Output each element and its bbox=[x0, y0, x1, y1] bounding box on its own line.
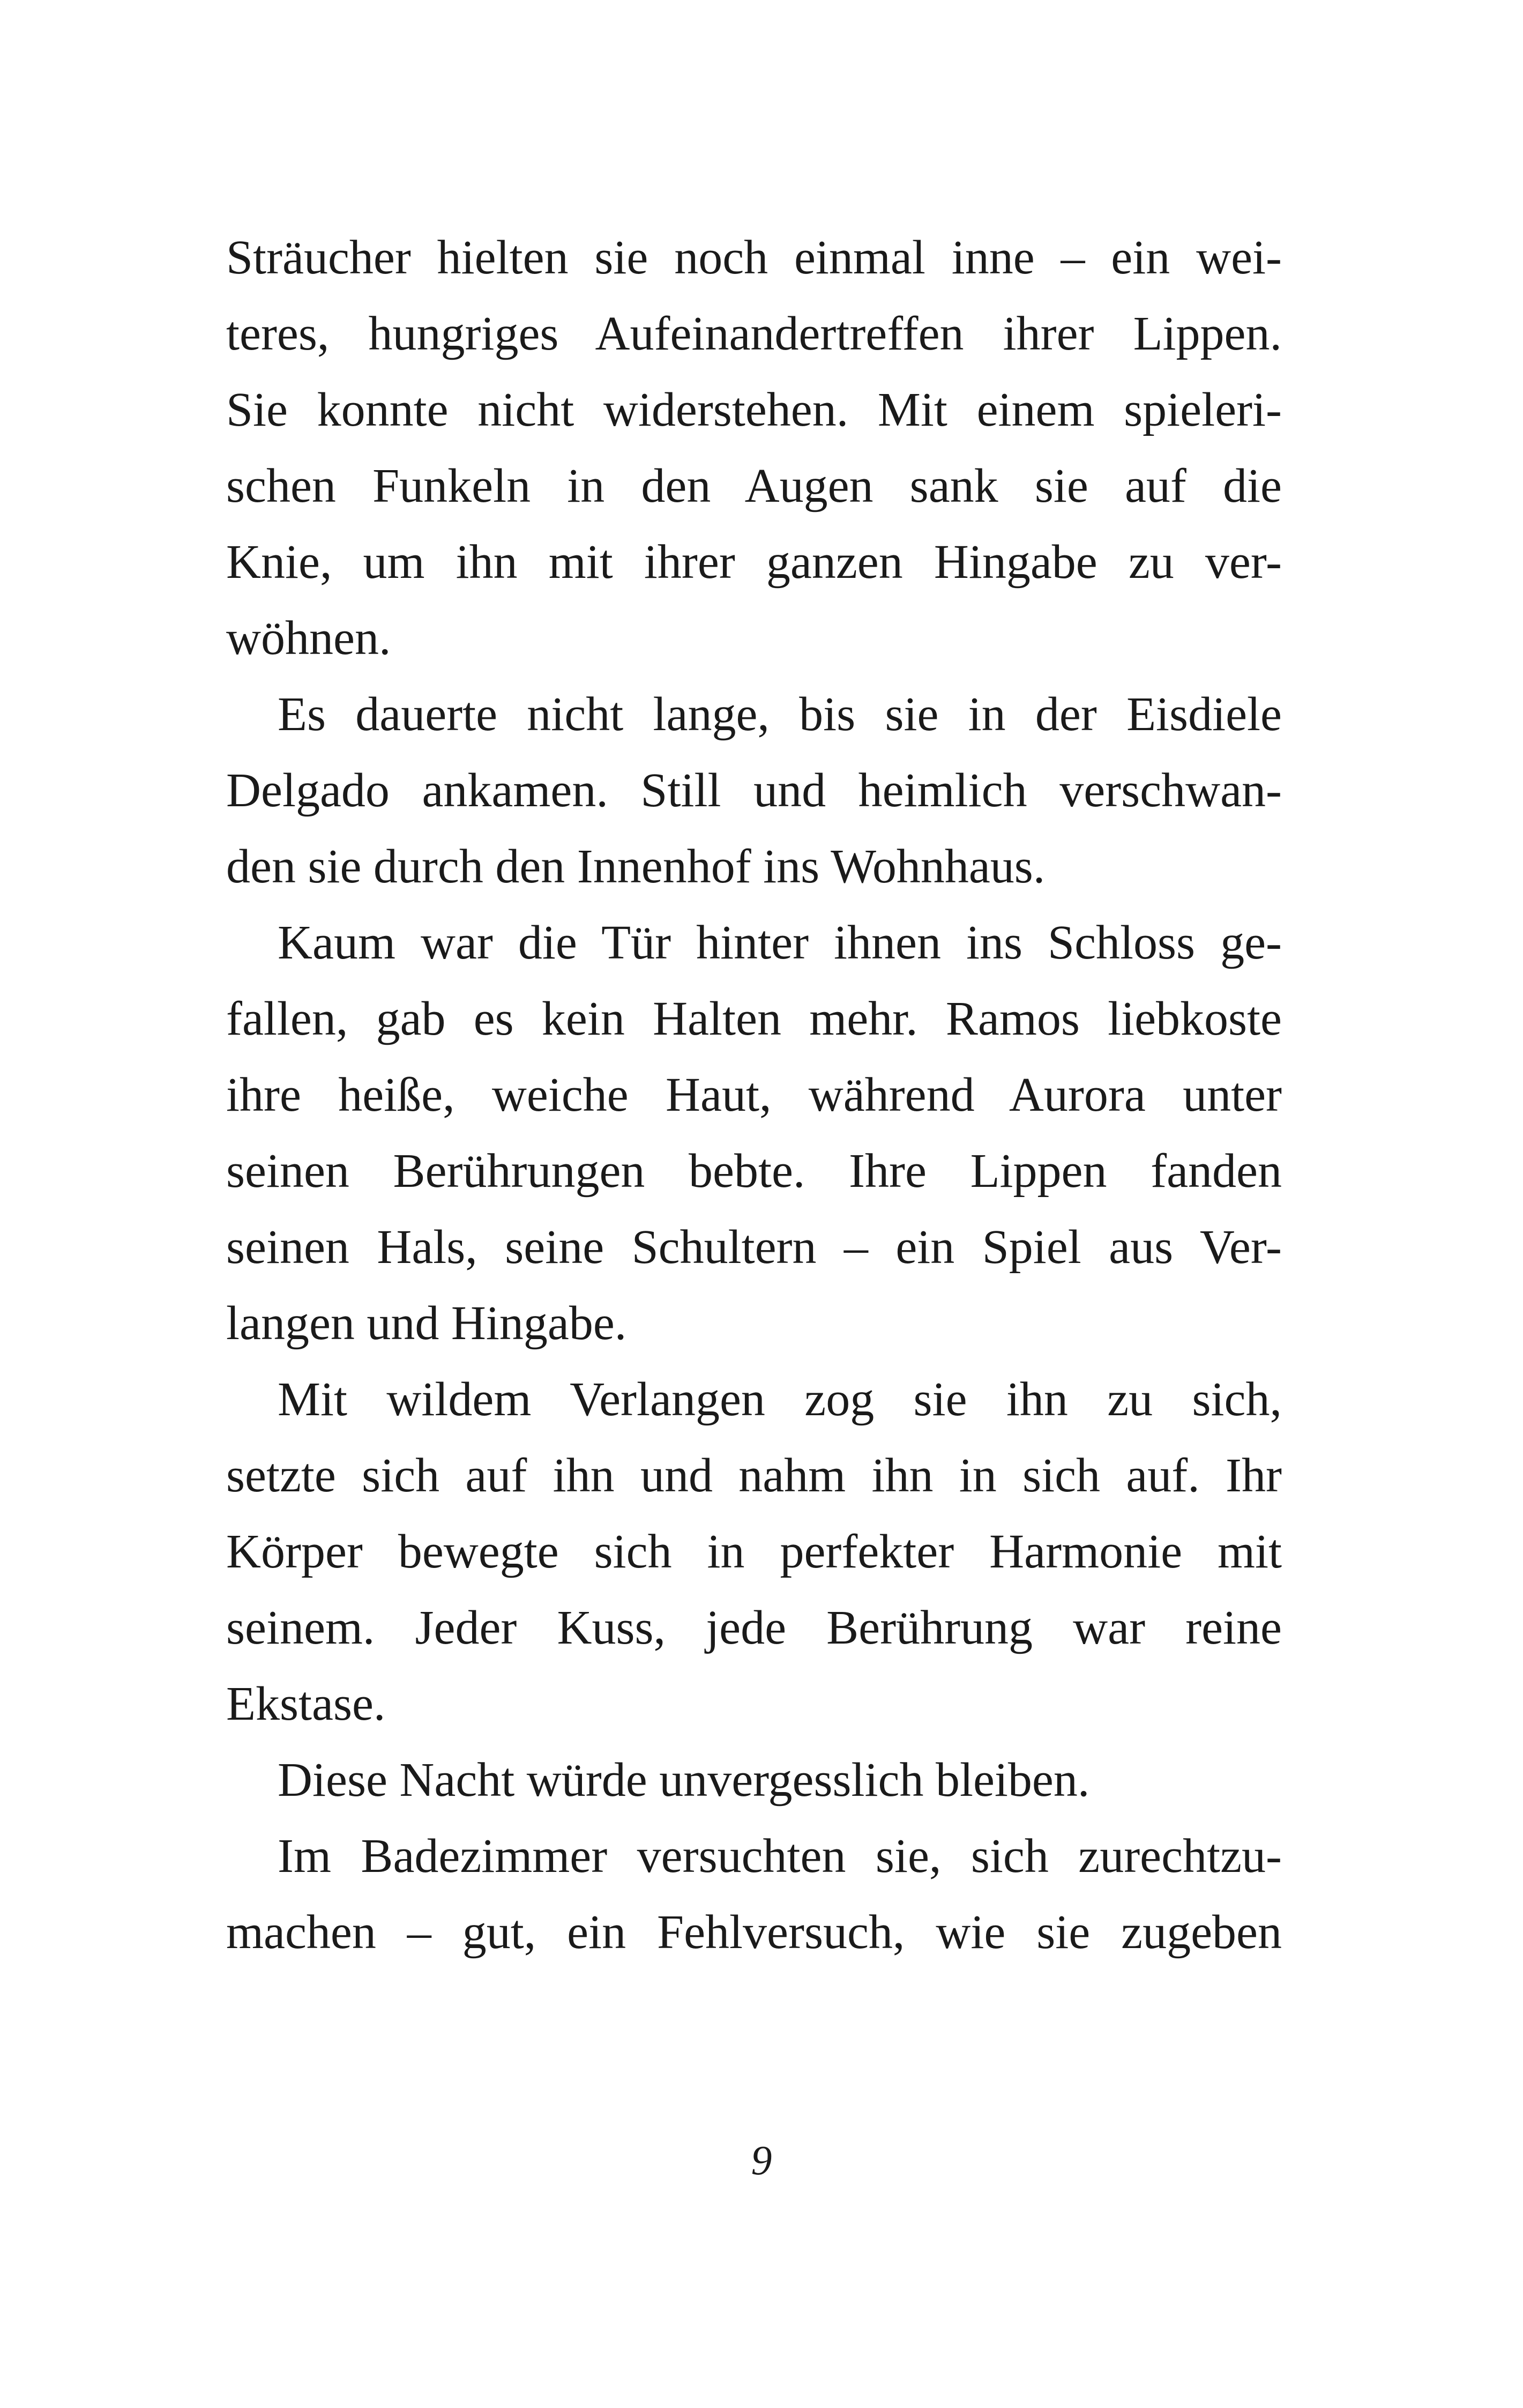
text-line: langen und Hingabe. bbox=[226, 1297, 627, 1350]
text-line: Es dauerte nicht lange, bis sie in der Eisdiele bbox=[278, 688, 1282, 741]
text-line: Ekstase. bbox=[226, 1677, 386, 1730]
text-line: schen Funkeln in den Augen sank sie auf die bbox=[226, 459, 1282, 512]
text-line: den sie durch den Innenhof ins Wohnhaus. bbox=[226, 840, 1046, 893]
text-line: Kaum war die Tür hinter ihnen ins Schloss ge- bbox=[278, 916, 1282, 969]
text-line: Mit wildem Verlangen zog sie ihn zu sich, bbox=[278, 1373, 1282, 1426]
text-line: Körper bewegte sich in perfekter Harmonie mit bbox=[226, 1525, 1282, 1578]
text-line: Diese Nacht würde unvergesslich bleiben. bbox=[278, 1753, 1090, 1807]
text-line: seinem. Jeder Kuss, jede Berührung war reine bbox=[226, 1601, 1282, 1654]
text-line: machen – gut, ein Fehlversuch, wie sie zugeben bbox=[226, 1906, 1282, 1959]
text-line: fallen, gab es kein Halten mehr. Ramos liebkoste bbox=[226, 992, 1282, 1045]
text-line: seinen Berührungen bebte. Ihre Lippen fanden bbox=[226, 1144, 1282, 1198]
text-line: seinen Hals, seine Schultern – ein Spiel aus Ver- bbox=[226, 1221, 1282, 1274]
body-text bbox=[226, 220, 1282, 1971]
text-line: teres, hungriges Aufeinandertreffen ihrer Lippen. bbox=[226, 307, 1282, 360]
text-line: Sie konnte nicht widerstehen. Mit einem spieleri- bbox=[226, 383, 1282, 436]
text-line: Knie, um ihn mit ihrer ganzen Hingabe zu ver- bbox=[226, 536, 1282, 589]
text-line: ihre heiße, weiche Haut, während Aurora unter bbox=[226, 1068, 1282, 1121]
text-line: Im Badezimmer versuchten sie, sich zurechtzu- bbox=[278, 1830, 1282, 1883]
page-number: 9 bbox=[751, 2137, 772, 2183]
text-line: setzte sich auf ihn und nahm ihn in sich auf. Ihr bbox=[226, 1449, 1282, 1502]
text-line: Sträucher hielten sie noch einmal inne – ein wei- bbox=[226, 231, 1282, 284]
text-line: wöhnen. bbox=[226, 612, 391, 665]
text-line: Delgado ankamen. Still und heimlich verschwan- bbox=[226, 764, 1282, 817]
